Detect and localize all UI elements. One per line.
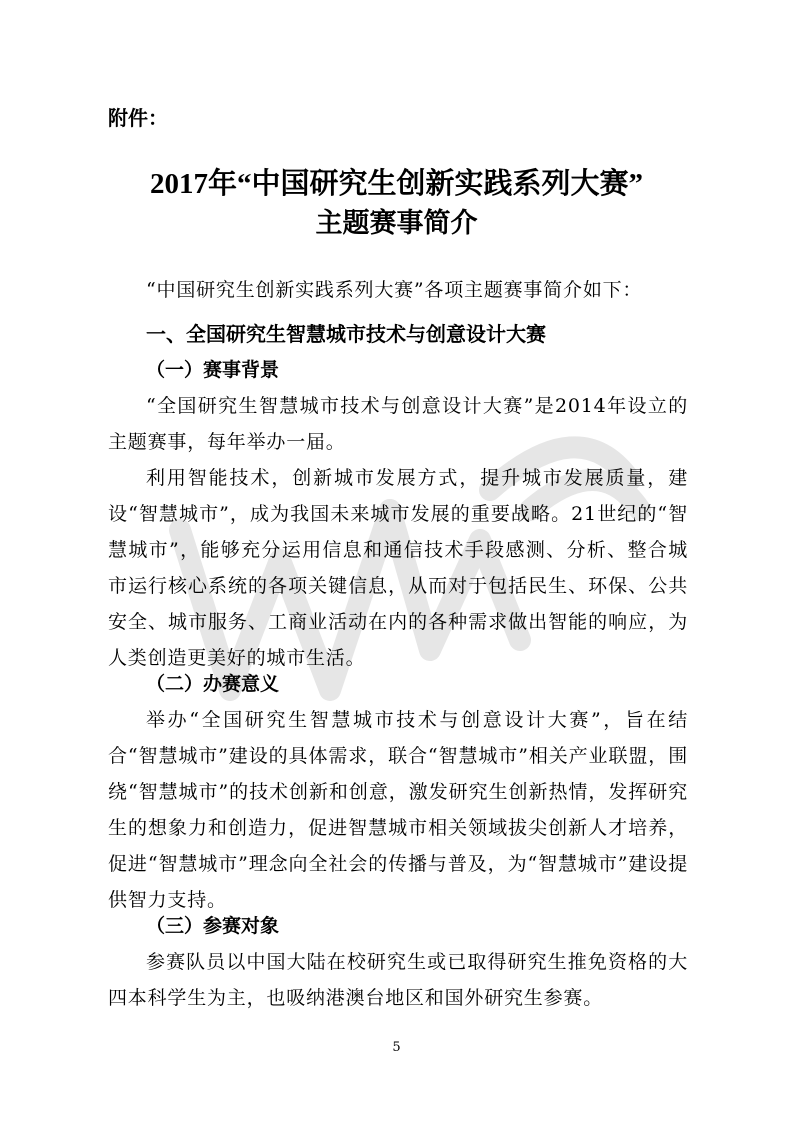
subsection3-paragraph1: 参赛队员以中国大陆在校研究生或已取得研究生推免资格的大四本科学生为主，也吸纳港澳台地区和国外研究生参赛。 <box>108 951 688 1009</box>
subsection3-heading: （三）参赛对象 <box>146 915 280 937</box>
subsection2-heading: （二）办赛意义 <box>146 673 280 695</box>
page-number: 5 <box>392 1040 401 1055</box>
section1-heading: 一、全国研究生智慧城市技术与创意设计大赛 <box>146 322 546 346</box>
subsection2-paragraph1: 举办“全国研究生智慧城市技术与创意设计大赛”，旨在结合“智慧城市”建设的具体需求，联合“智慧城市”相关产业联盟，围绕“智慧城市”的技术创新和创意，激发研究生创新热情，发挥研究生的想象力和创造力，促进智慧城市相关领域拔尖创新人才培养，促进“智慧城市”理念向全社会的传播与普及，为“智慧城市”建设提供智力支持。 <box>108 709 688 911</box>
page-title-line1: 2017年“中国研究生创新实践系列大赛” <box>149 168 643 200</box>
intro-paragraph: “中国研究生创新实践系列大赛”各项主题赛事简介如下： <box>146 279 643 301</box>
page-title-line2: 主题赛事简介 <box>315 208 478 239</box>
subsection1-heading: （一）赛事背景 <box>146 359 280 381</box>
subsection1-paragraph2: 利用智能技术，创新城市发展方式，提升城市发展质量，建设“智慧城市”，成为我国未来城市发展的重要战略。21世纪的“智慧城市”，能够充分运用信息和通信技术手段感测、分析、整合城市运行核心系统的各项关键信息，从而对于包括民生、环保、公共安全、城市服务、工商业活动在内的各种需求做出智能的响应，为人类创造更美好的城市生活。 <box>108 467 688 669</box>
attachment-label: 附件： <box>108 106 168 130</box>
subsection1-paragraph1: “全国研究生智慧城市技术与创意设计大赛”是2014年设立的主题赛事，每年举办一届。 <box>108 395 688 453</box>
